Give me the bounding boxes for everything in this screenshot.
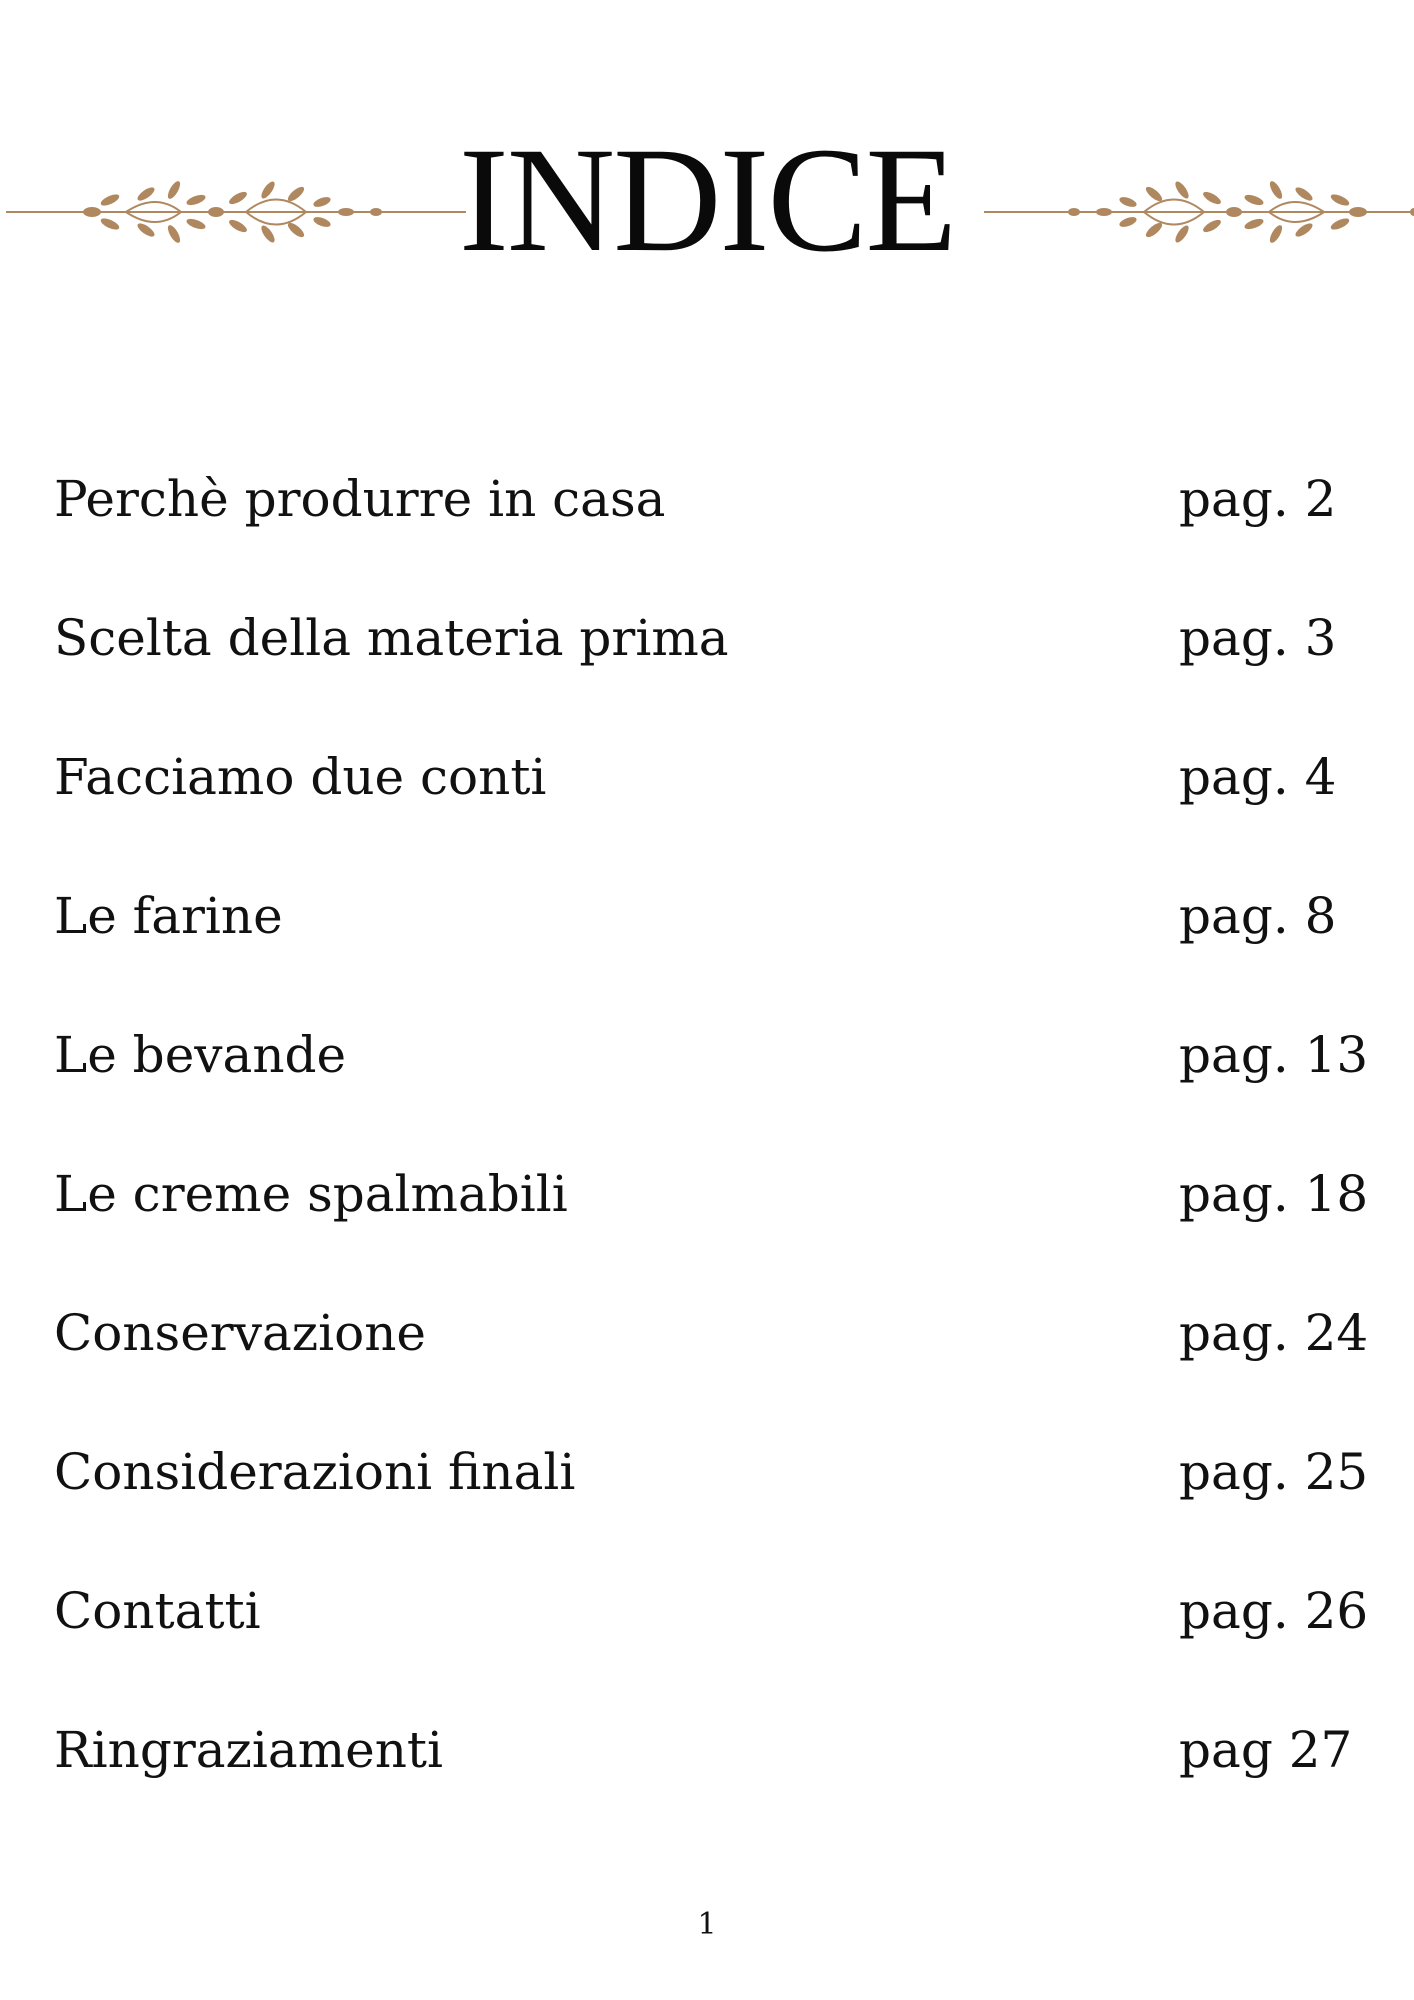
toc-entry-page: pag. 8: [1179, 887, 1337, 945]
toc-entry-creme-spalmabili[interactable]: [54, 1159, 1369, 1298]
toc-entry-page: pag. 4: [1179, 748, 1337, 806]
toc-entry-page: pag. 2: [1179, 470, 1337, 528]
toc-entry-considerazioni-finali[interactable]: [54, 1437, 1369, 1576]
toc-entry-title: Perchè produrre in casa: [54, 470, 666, 528]
page-number: 1: [697, 1907, 717, 1942]
page-title: INDICE: [458, 117, 956, 283]
toc-entry-page: pag 27: [1179, 1721, 1353, 1779]
toc-entry-title: Le bevande: [54, 1026, 347, 1084]
toc-entry-perche-produrre[interactable]: [54, 464, 1364, 603]
toc-entry-page: pag. 13: [1179, 1026, 1369, 1084]
toc-entry-title: Conservazione: [54, 1304, 426, 1362]
toc-entry-title: Le creme spalmabili: [54, 1165, 568, 1223]
toc-entry-page: pag. 24: [1179, 1304, 1369, 1362]
toc-entry-conservazione[interactable]: [54, 1298, 1369, 1437]
toc-entry-title: Ringraziamenti: [54, 1721, 443, 1779]
toc-entry-scelta-materia-prima[interactable]: [54, 603, 1364, 742]
toc-entry-contatti[interactable]: [54, 1576, 1369, 1715]
toc-entry-title: Scelta della materia prima: [54, 609, 729, 667]
toc-entry-le-bevande[interactable]: [54, 1020, 1369, 1159]
toc-entry-title: Contatti: [54, 1582, 261, 1640]
toc-entry-page: pag. 18: [1179, 1165, 1369, 1223]
toc-entry-title: Facciamo due conti: [54, 748, 547, 806]
toc-entry-title: Considerazioni finali: [54, 1443, 576, 1501]
toc-entry-page: pag. 3: [1179, 609, 1337, 667]
toc-entry-facciamo-due-conti[interactable]: [54, 742, 1364, 881]
table-of-contents: [54, 464, 1369, 1854]
toc-entry-le-farine[interactable]: [54, 881, 1364, 1020]
toc-entry-page: pag. 26: [1179, 1582, 1369, 1640]
toc-entry-ringraziamenti[interactable]: [54, 1715, 1364, 1854]
floral-vine-icon: [984, 172, 1414, 252]
page-header: [0, 117, 1414, 283]
toc-entry-title: Le farine: [54, 887, 283, 945]
toc-entry-page: pag. 25: [1179, 1443, 1369, 1501]
